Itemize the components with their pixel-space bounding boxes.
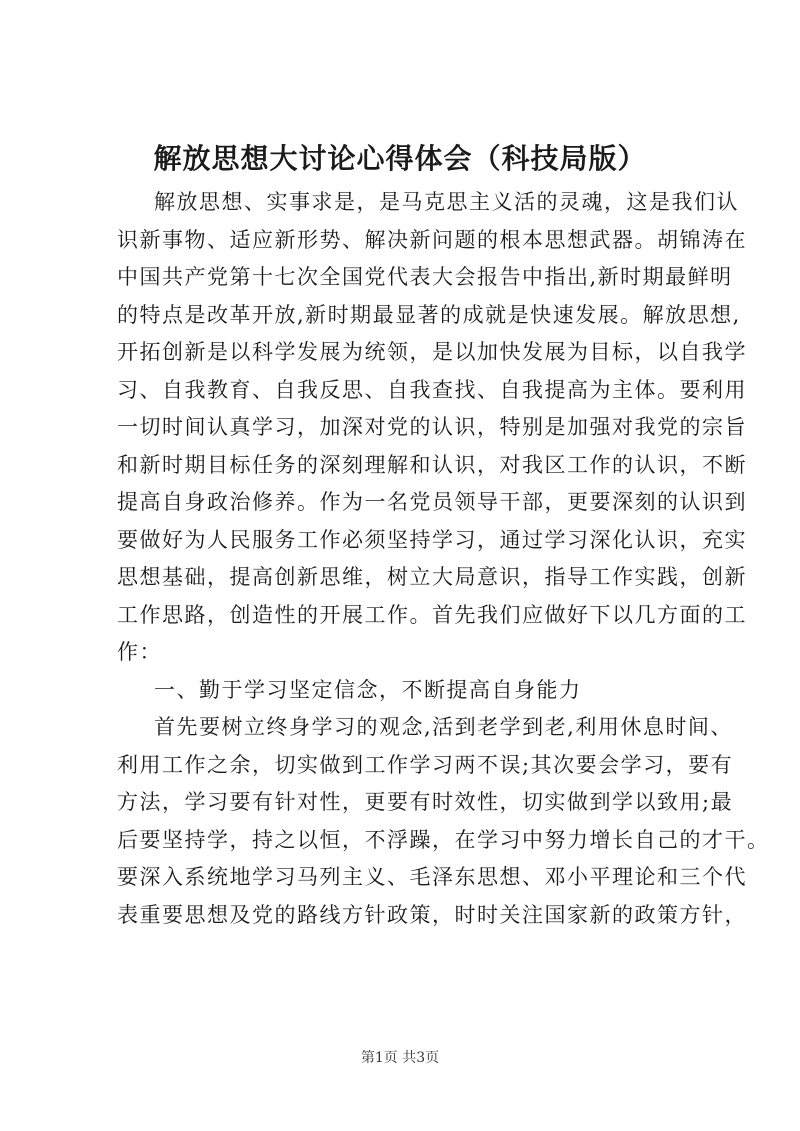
body-line: 思想基础，提高创新思维，树立大局意识，指导工作实践，创新 [117, 565, 747, 589]
body-line: 要做好为人民服务工作必须坚持学习，通过学习深化认识，充实 [117, 527, 747, 552]
body-line: 一切时间认真学习，加深对党的认识，特别是加强对我党的宗旨 [117, 415, 747, 439]
body-line: 和新时期目标任务的深刻理解和认识，对我区工作的认识，不断 [117, 452, 747, 477]
page-footer: 第1页 共3页 [360, 1050, 440, 1066]
body-line: 解放思想、实事求是，是马克思主义活的灵魂，这是我们认 [154, 190, 739, 214]
body-line: 作： [117, 640, 162, 664]
body-line: 习、自我教育、自我反思、自我查找、自我提高为主体。要利用 [117, 377, 747, 402]
body-line: 的特点是改革开放,新时期最显著的成就是快速发展。解放思想, [117, 302, 741, 327]
document-title: 解放思想大讨论心得体会（科技局版） [153, 142, 647, 175]
body-line: 要深入系统地学习马列主义、毛泽东思想、邓小平理论和三个代 [117, 865, 747, 889]
body-line: 方法，学习要有针对性，更要有时效性，切实做到学以致用;最 [117, 790, 734, 814]
body-line: 利用工作之余，切实做到工作学习两不误;其次要会学习，要有 [117, 752, 734, 777]
body-line: 提高自身政治修养。作为一名党员领导干部，更要深刻的认识到 [117, 490, 747, 514]
body-line: 识新事物、适应新形势、解决新问题的根本思想武器。胡锦涛在 [117, 227, 747, 252]
body-line: 开拓创新是以科学发展为统领，是以加快发展为目标，以自我学 [117, 340, 747, 364]
section-heading: 一、勤于学习坚定信念，不断提高自身能力 [154, 677, 582, 702]
body-line: 表重要思想及党的路线方针政策，时时关注国家新的政策方针， [117, 902, 747, 927]
body-line: 后要坚持学，持之以恒，不浮躁，在学习中努力增长自己的才干。 [117, 827, 770, 852]
body-line: 工作思路，创造性的开展工作。首先我们应做好下以几方面的工 [117, 602, 747, 627]
body-line: 首先要树立终身学习的观念,活到老学到老,利用休息时间、 [154, 715, 733, 739]
document-body [117, 184, 770, 934]
body-line: 中国共产党第十七次全国党代表大会报告中指出,新时期最鲜明 [117, 265, 733, 289]
